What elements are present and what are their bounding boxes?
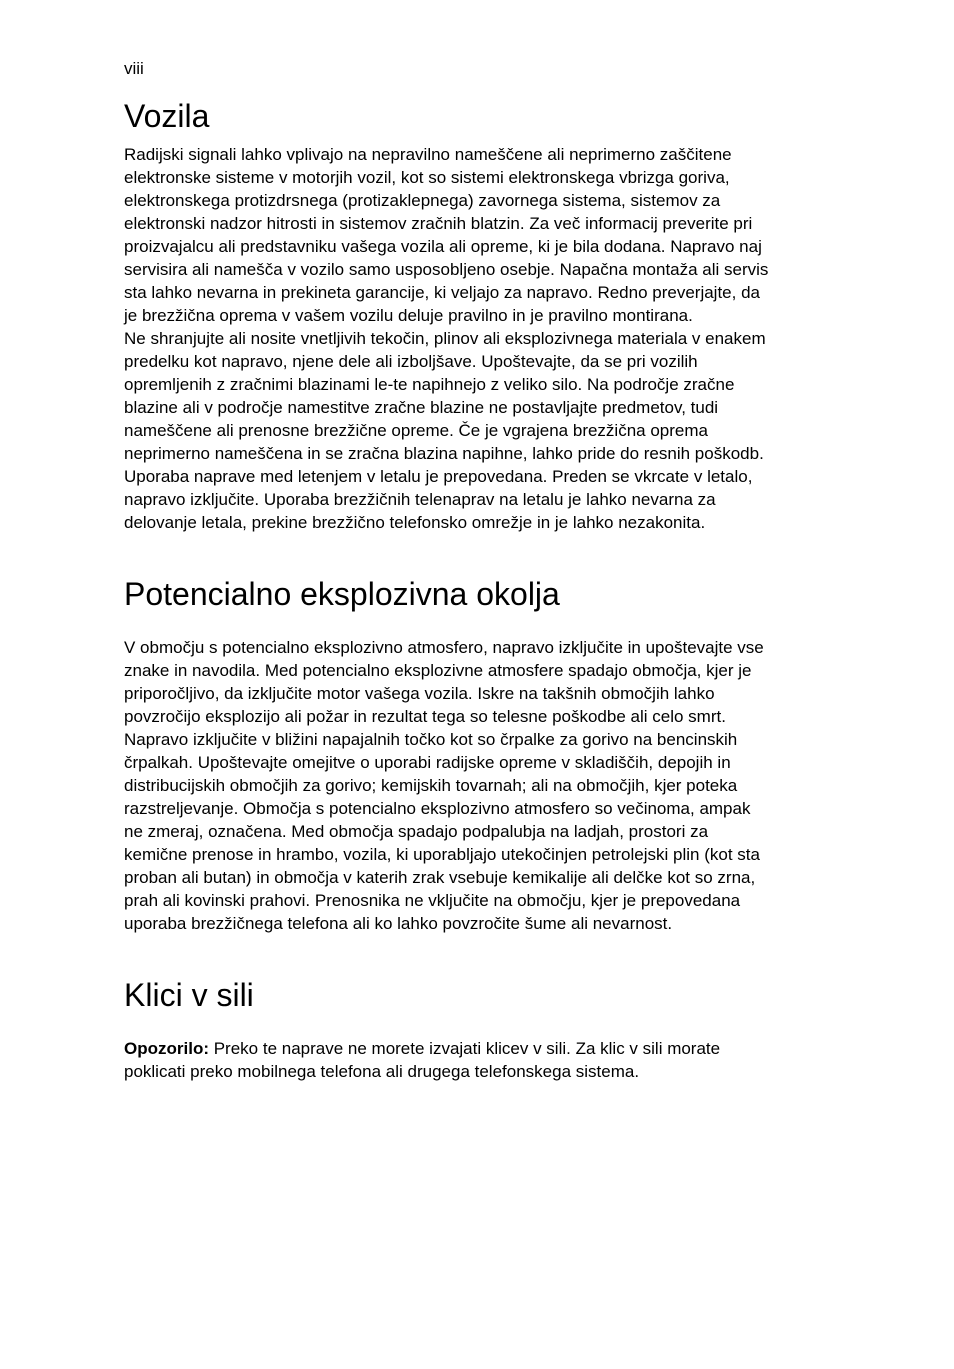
section-body-vozila: Radijski signali lahko vplivajo na nepravilno nameščene ali neprimerno zaščitene elektronske sisteme v motorjih vozil, kot so sistemi elektronskega vbrizga goriva, elektronskega protizdrsnega (protizaklepnega) zavornega sistema, sistemov za elektronski nadzor hitrosti in sistemov zračnih blatzin. Za več informacij preverite pri proizvajalcu ali predstavniku vašega vozila ali opreme, ki je bila dodana. Napravo naj servisira ali namešča v vozilo samo usposobljeno osebje. Napačna montaža ali servis sta lahko nevarna in prekineta garancije, ki veljajo za napravo. Redno preverjajte, da je brezžična oprema v vašem vozilu deluje pravilno in je pravilno montirana. Ne shranjujte ali nosite vnetljivih tekočin, plinov ali eksplozivnega materiala v enakem predelku kot napravo, njene dele ali izboljšave. Upoštevajte, da se pri vozilih opremljenih z zračnimi blazinami le-te napihnejo z veliko silo. Na področje zračne blazine ali v področje namestitve zračne blazine ne postavljajte predmetov, tudi nameščene ali prenosne brezžične opreme. Če je vgrajena brezžična oprema neprimerno nameščena in se zračna blazina napihne, lahko pride do resnih poškodb. Uporaba naprave med letenjem v letalu je prepovedana. Preden se vkrcate v letalo, napravo izključite. Uporaba brezžičnih telenaprav na letalu je lahko nevarna za delovanje letala, prekine brezžično telefonsko omrežje in je lahko nezakonita. <box>124 145 769 532</box>
warning-label: Opozorilo: <box>124 1039 209 1058</box>
section-title-vozila: Vozila <box>124 98 210 134</box>
section-title-klici-v-sili: Klici v sili <box>124 977 254 1013</box>
warning-text: Preko te naprave ne morete izvajati klicev v sili. Za klic v sili morate poklicati preko mobilnega telefona ali drugega telefonskega sistema. <box>124 1039 721 1081</box>
section-title-eksplozivna-okolja: Potencialno eksplozivna okolja <box>124 576 560 612</box>
page-number: viii <box>124 59 144 78</box>
document-page <box>124 58 824 1083</box>
section-body-klici-v-sili <box>124 1037 824 1083</box>
section-body-eksplozivna-okolja: V območju s potencialno eksplozivno atmosfero, napravo izključite in upoštevajte vse znake in navodila. Med potencialno eksplozivne atmosfere spadajo območja, kjer je priporočljivo, da izključite motor vašega vozila. Iskre na takšnih območjih lahko povzročijo eksplozijo ali požar in rezultat tega so telesne poškodbe ali celo smrt. Napravo izključite v bližini napajalnih točko kot so črpalke za gorivo na bencinskih črpalkah. Upoštevajte omejitve o uporabi radijske opreme v skladiščih, depojih in distribucijskih območjih za gorivo; kemijskih tovarnah; ali na območjih, kjer poteka razstreljevanje. Območja s potencialno eksplozivno atmosfero so večinoma, ampak ne zmeraj, označena. Med območja spadajo podpalubja na ladjah, prostori za kemične prenose in hrambo, vozila, ki uporabljajo utekočinjen petrolejski plin (kot sta proban ali butan) in območja v katerih zrak vsebuje kemikalije ali delčke kot so zrna, prah ali kovinski prahovi. Prenosnika ne vključite na območju, kjer je prepovedana uporaba brezžičnega telefona ali ko lahko povzročite šume ali nevarnost. <box>124 638 764 933</box>
